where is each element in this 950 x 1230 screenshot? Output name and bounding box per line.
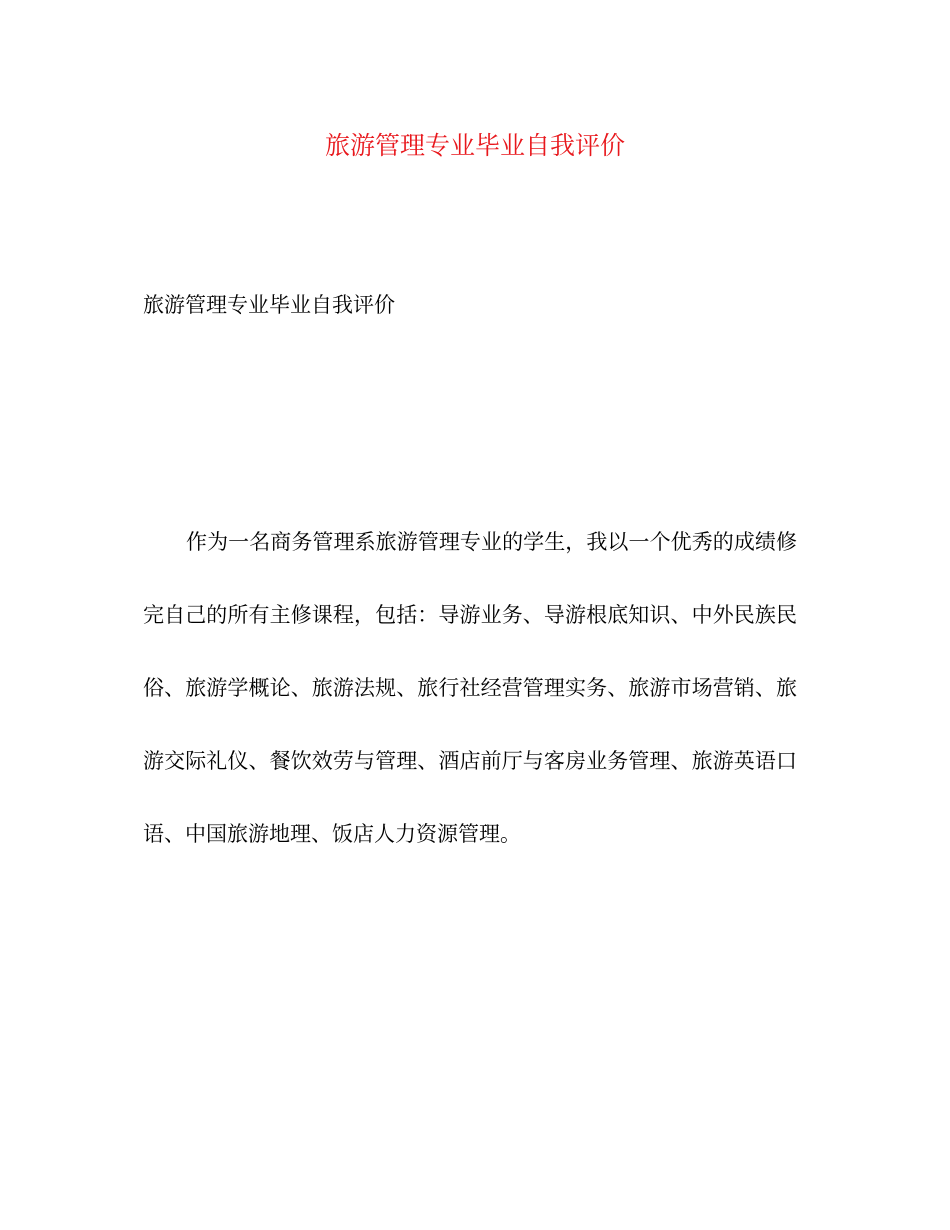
- body-paragraph: 作为一名商务管理系旅游管理专业的学生，我以一个优秀的成绩修完自己的所有主修课程，包括：导游业务、导游根底知识、中外民族民俗、旅游学概论、旅游法规、旅行社经营管理实务、旅游市场营销、旅游交际礼仪、餐饮效劳与管理、酒店前厅与客房业务管理、旅游英语口语、中国旅游地理、饭店人力资源管理。: [143, 530, 797, 846]
- page-title: 旅游管理专业毕业自我评价: [324, 131, 625, 160]
- document-subheading: 旅游管理专业毕业自我评价: [143, 293, 395, 317]
